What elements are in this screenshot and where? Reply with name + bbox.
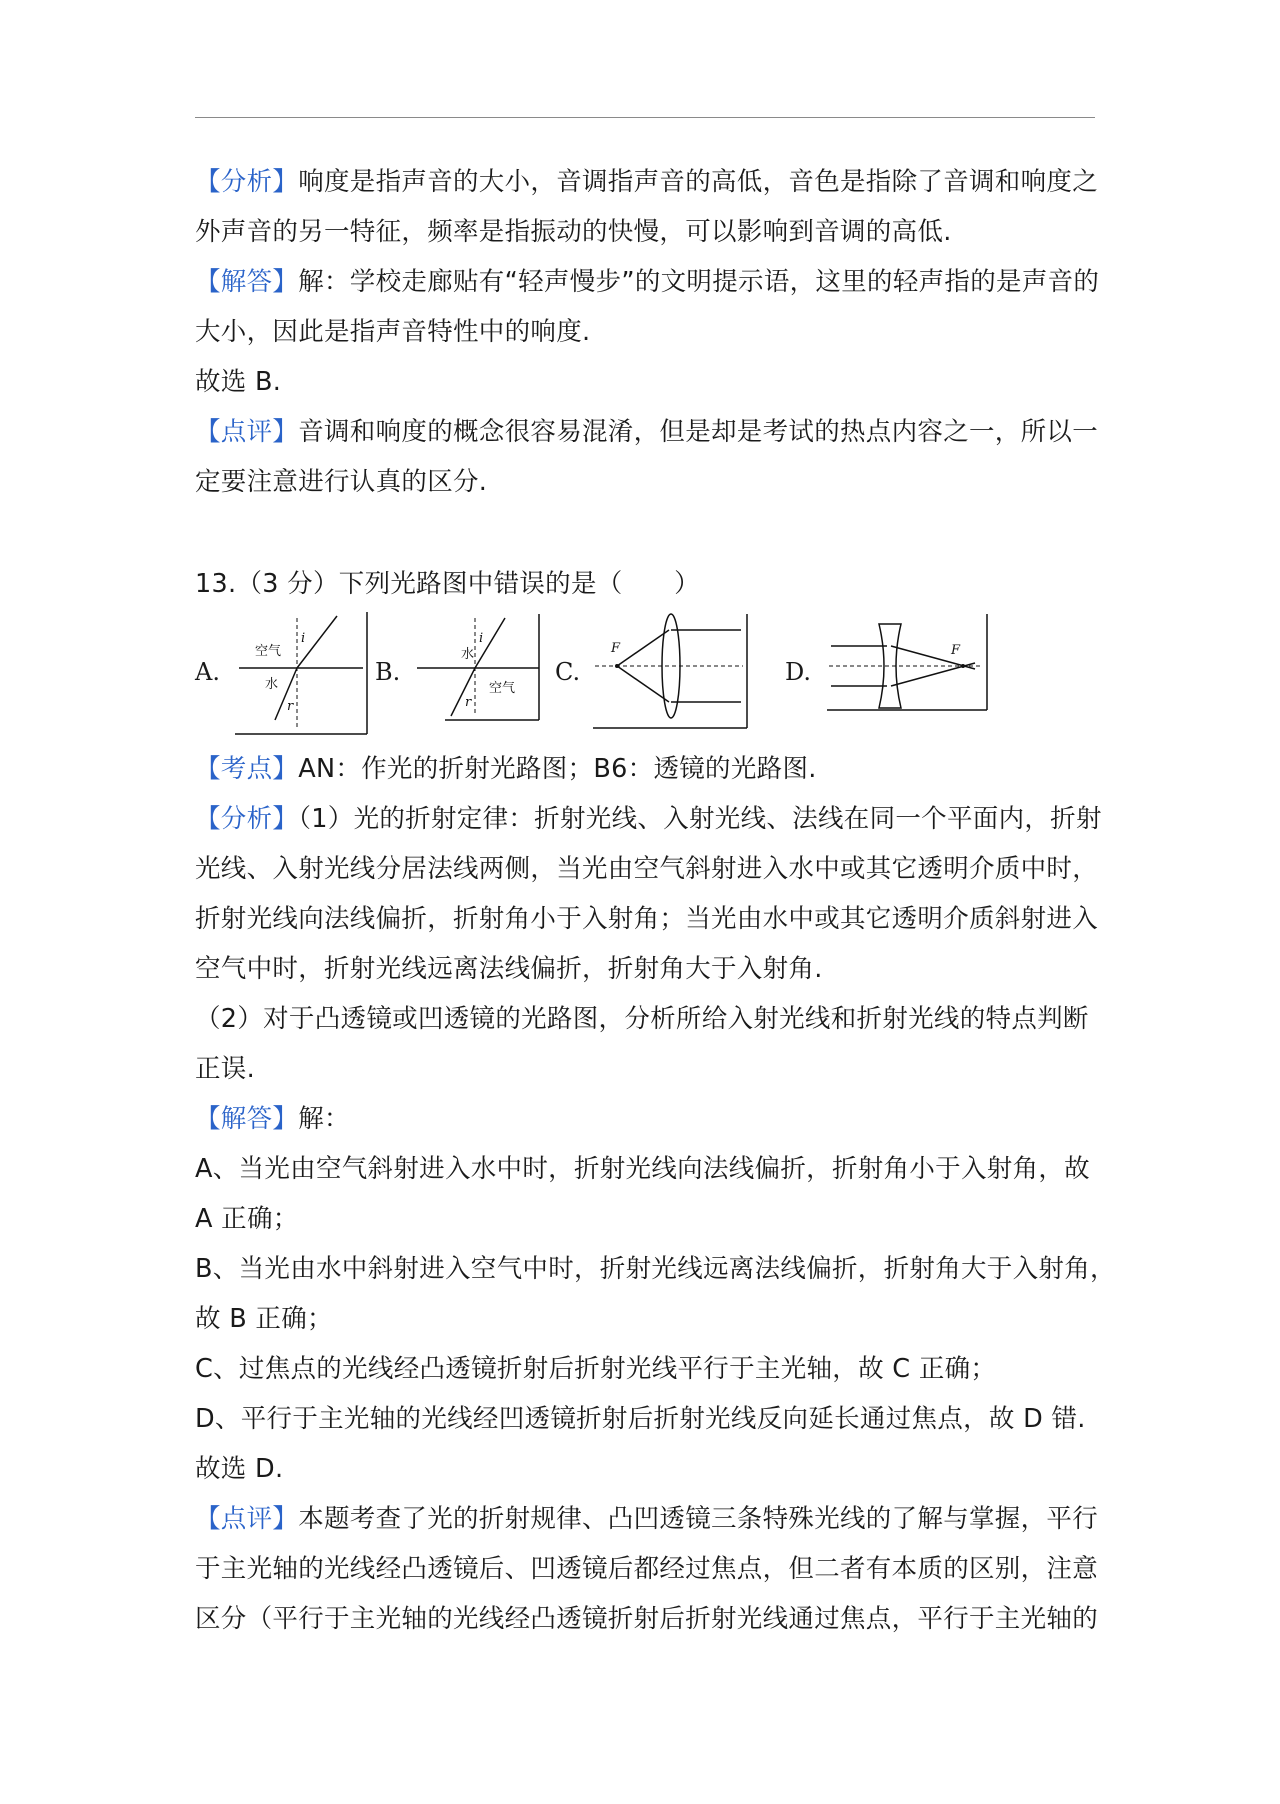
text-line — [195, 1153, 1090, 1185]
line-text: 空气中时，折射光线远离法线偏折，折射角大于入射角. — [195, 954, 823, 984]
focus-label: F — [951, 643, 961, 658]
text-line — [195, 1303, 333, 1335]
section-tag: 【点评】 — [195, 417, 299, 447]
air-label: 空气 — [489, 681, 516, 696]
incidence-angle-label: i — [479, 631, 484, 646]
question-title — [195, 568, 700, 600]
line-text: 故选 B. — [195, 367, 282, 397]
text-line — [195, 803, 1102, 835]
section-tag: 【点评】 — [195, 1504, 299, 1534]
section-tag: 【考点】 — [195, 754, 299, 784]
text-line — [195, 1553, 1098, 1585]
focus-label: F — [611, 641, 621, 656]
line-text: 光线、入射光线分居法线两侧，当光由空气斜射进入水中或其它透明介质中时， — [195, 854, 1099, 884]
line-text: 响度是指声音的大小，音调指声音的高低，音色是指除了音调和响度之 — [298, 167, 1099, 197]
line-text: 解：学校走廊贴有“轻声慢步”的文明提示语，这里的轻声指的是声音的 — [298, 267, 1100, 297]
line-text: 定要注意进行认真的区分. — [195, 467, 488, 497]
line-text: 正误. — [195, 1054, 256, 1084]
text-line — [195, 1503, 1098, 1535]
header-rule — [195, 117, 1095, 118]
refraction-angle-label: r — [465, 695, 472, 710]
line-text: B、当光由水中斜射进入空气中时，折射光线远离法线偏折，折射角大于入射角， — [195, 1254, 1116, 1284]
text-line — [195, 903, 1098, 935]
line-text: 本题考查了光的折射规律、凸凹透镜三条特殊光线的了解与掌握，平行 — [298, 1504, 1099, 1534]
figure-c-convex-lens — [591, 612, 751, 737]
text-line — [195, 216, 952, 248]
text-line — [195, 753, 817, 785]
option-a-label: A. — [195, 658, 220, 686]
text-line — [195, 1403, 1086, 1435]
line-text: 13.（3 分）下列光路图中错误的是（ ） — [195, 569, 700, 599]
line-text: 外声音的另一特征，频率是指振动的快慢，可以影响到音调的高低. — [195, 217, 952, 247]
option-c-label: C. — [555, 658, 581, 686]
line-text: 折射光线向法线偏折，折射角小于入射角；当光由水中或其它透明介质斜射进入 — [195, 904, 1099, 934]
text-line — [195, 416, 1098, 448]
option-b-label: B. — [375, 658, 401, 686]
text-line — [195, 366, 281, 398]
text-line — [195, 166, 1098, 198]
line-text: 解： — [298, 1104, 350, 1134]
line-text: 故选 D. — [195, 1454, 284, 1484]
section-tag: 【解答】 — [195, 267, 299, 297]
text-line — [195, 316, 590, 348]
line-text: 于主光轴的光线经凸透镜后、凹透镜后都经过焦点，但二者有本质的区别，注意 — [195, 1554, 1099, 1584]
text-line — [195, 1103, 350, 1135]
incidence-angle-label: i — [301, 631, 306, 646]
text-line — [195, 466, 487, 498]
optics-figures — [195, 612, 1095, 752]
text-line — [195, 1003, 1089, 1035]
line-text: A、当光由空气斜射进入水中时，折射光线向法线偏折，折射角小于入射角，故 — [195, 1154, 1090, 1184]
text-line — [195, 1603, 1098, 1635]
line-text: AN：作光的折射光路图；B6：透镜的光路图. — [298, 754, 817, 784]
line-text: C、过焦点的光线经凸透镜折射后折射光线平行于主光轴，故 C 正确； — [195, 1354, 997, 1384]
line-text: 大小，因此是指声音特性中的响度. — [195, 317, 591, 347]
figure-b-refraction-water-to-air — [415, 612, 545, 737]
line-text: （2）对于凸透镜或凹透镜的光路图，分析所给入射光线和折射光线的特点判断 — [195, 1004, 1089, 1034]
option-d-label: D. — [785, 658, 812, 686]
text-line — [195, 853, 1098, 885]
line-text: 音调和响度的概念很容易混淆，但是却是考试的热点内容之一，所以一 — [298, 417, 1099, 447]
water-label: 水 — [461, 647, 475, 662]
text-line — [195, 1353, 996, 1385]
section-tag: 【分析】 — [195, 167, 299, 197]
water-label: 水 — [265, 677, 279, 692]
line-text: 区分（平行于主光轴的光线经凸透镜折射后折射光线通过焦点，平行于主光轴的 — [195, 1604, 1099, 1634]
text-line — [195, 1453, 283, 1485]
text-line — [195, 953, 823, 985]
text-line — [195, 266, 1099, 298]
refraction-angle-label: r — [287, 699, 294, 714]
text-line — [195, 1053, 255, 1085]
text-line — [195, 1253, 1116, 1285]
figure-d-concave-lens — [825, 612, 995, 722]
section-tag: 【分析】 — [195, 804, 299, 834]
text-line — [195, 1203, 299, 1235]
line-text: （1）光的折射定律：折射光线、入射光线、法线在同一个平面内，折射 — [298, 804, 1102, 834]
line-text: A 正确； — [195, 1204, 299, 1234]
figure-a-refraction-air-to-water — [235, 612, 375, 737]
air-label: 空气 — [255, 644, 282, 659]
line-text: D、平行于主光轴的光线经凹透镜折射后折射光线反向延长通过焦点，故 D 错. — [195, 1404, 1086, 1434]
section-tag: 【解答】 — [195, 1104, 299, 1134]
line-text: 故 B 正确； — [195, 1304, 333, 1334]
